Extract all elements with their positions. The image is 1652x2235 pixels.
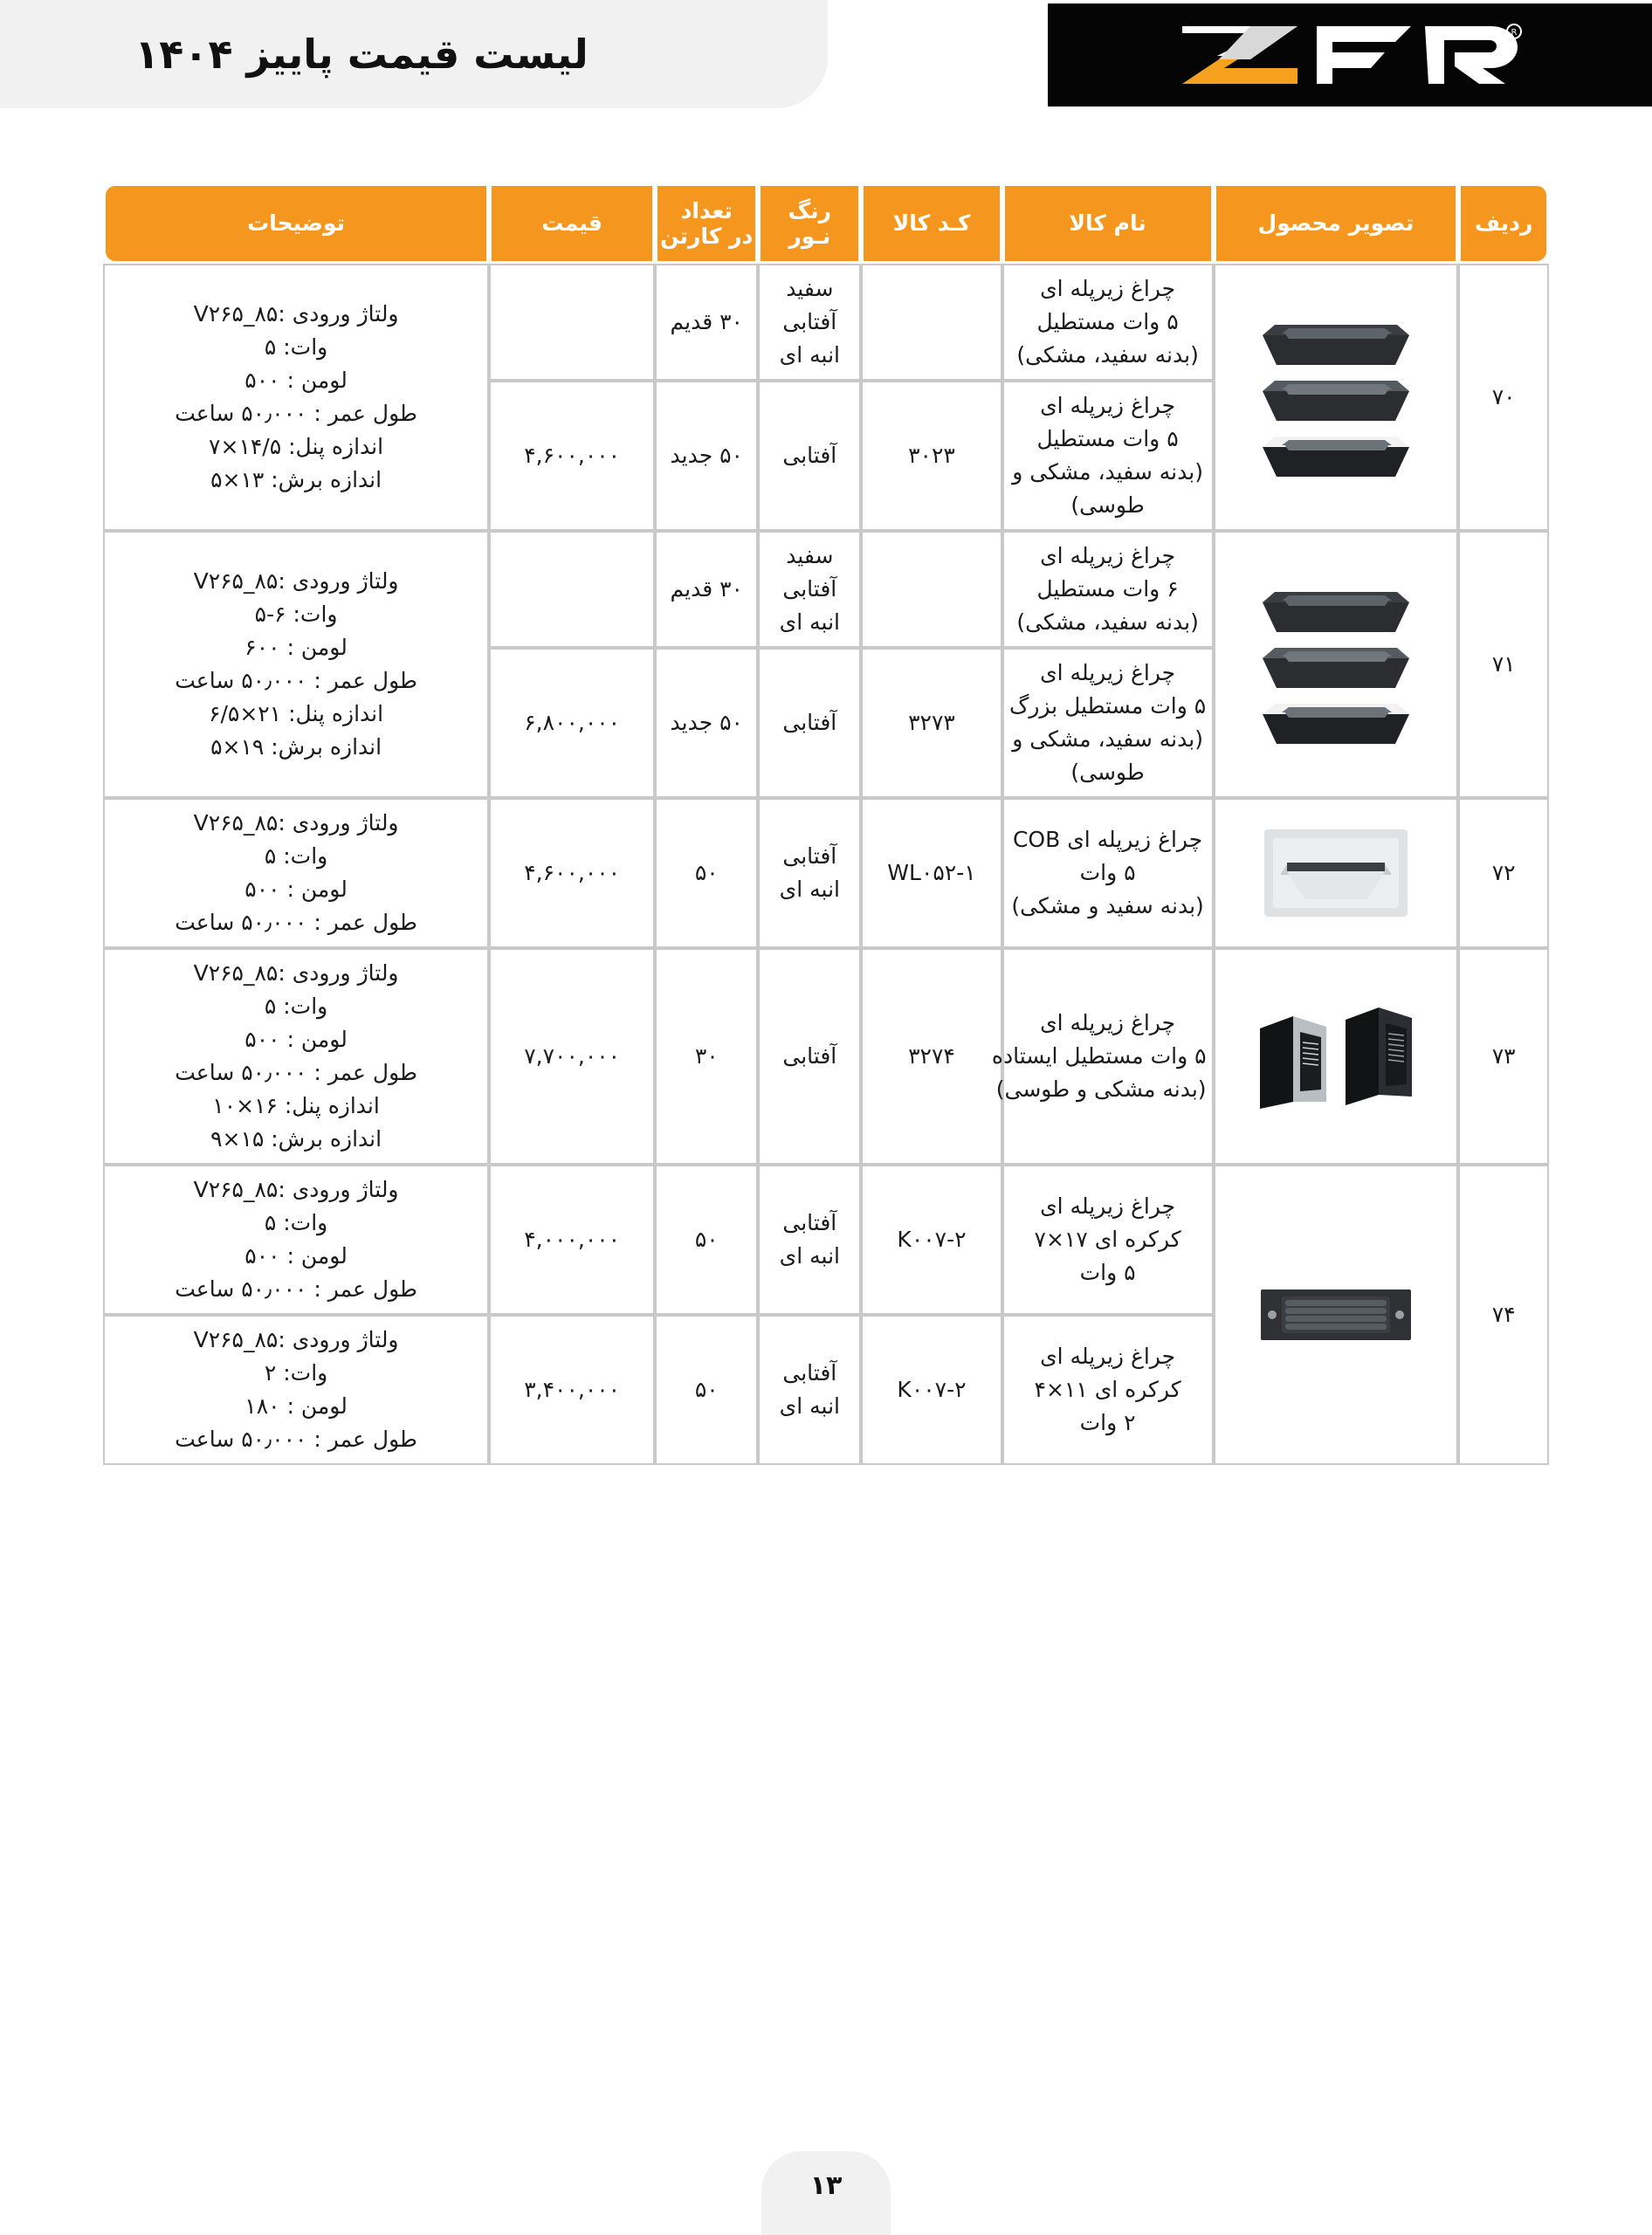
row-number-cell: ۷۰ [1458,264,1549,531]
light-color-line: انبه ای [779,877,840,902]
table-header-row [103,183,1549,264]
louver-faceplate-icon [1259,1286,1413,1344]
product-name-cell [1002,381,1214,531]
product-code-value: ۳۰۲۳ [908,443,955,468]
product-name-line: ۲ وات [1079,1410,1136,1435]
light-color-cell [758,948,861,1165]
product-name-line: ۵ وات [1079,860,1136,885]
col-header-count-line1: تعداد [680,197,733,224]
price-cell: ۴,۰۰۰,۰۰۰ [489,1165,655,1315]
product-name-cell [1002,798,1214,948]
price-cell: ۳,۴۰۰,۰۰۰ [489,1315,655,1465]
product-name-line: (بدنه سفید، مشکی و [1012,726,1203,752]
description-line: طول عمر : ۵۰٫۰۰۰ ساعت [175,910,417,935]
product-image-cell [1214,798,1459,948]
product-name-cell [991,948,1214,1165]
description-line: طول عمر : ۵۰٫۰۰۰ ساعت [175,1060,417,1085]
description-line: وات: ۵ [264,843,328,869]
product-name-line: چراغ زیرپله ای [1040,276,1176,301]
product-name-line: ۵ وات [1079,1260,1136,1285]
carton-count-cell: ۵۰ [655,1315,758,1465]
price-table [103,183,1549,1465]
table-row [103,264,1549,381]
product-image-group [1221,1004,1452,1109]
description-line: لومن : ۵۰۰ [244,1243,348,1269]
table-row [103,1165,1549,1315]
product-code-cell [861,381,1002,531]
col-header-radif: ردیف [1458,183,1549,264]
light-color-cell [758,1315,861,1465]
carton-count-cell: ۳۰ قدیم [655,264,758,381]
description-line: ولتاژ ورودی :V۲۶۵_۸۵ [193,568,399,594]
recessed-rectangular-fixture-icon [1263,639,1409,690]
price-cell: ۷,۷۰۰,۰۰۰ [489,948,655,1165]
product-image-cell [1214,1165,1459,1465]
table-body [103,264,1549,1465]
description-line: وات: ۶-۵ [254,602,338,627]
product-code-value: ۳۲۷۴ [908,1043,955,1069]
price-cell [489,531,655,648]
product-code-cell [861,1165,1002,1315]
product-name-line: چراغ زیرپله ای COB [1012,827,1203,852]
product-name-line: (بدنه سفید، مشکی و [1012,459,1203,485]
light-color-line: انبه ای [779,1243,840,1269]
row-number-cell: ۷۴ [1458,1165,1549,1465]
table-row [103,531,1549,648]
description-line: اندازه برش: ۱۵×۹ [210,1126,382,1152]
row-number-cell: ۷۲ [1458,798,1549,948]
product-name-line: (بدنه سفید و مشکی) [1011,893,1204,918]
carton-count-cell: ۵۰ جدید [655,648,758,798]
col-header-tasvir: تصویر محصول [1214,183,1459,264]
carton-count-cell: ۳۰ [655,948,758,1165]
light-color-cell [758,798,861,948]
carton-count-cell: ۵۰ جدید [655,381,758,531]
product-code-cell [861,1315,1002,1465]
brand-logo-box [1048,3,1652,107]
product-name-cell [1002,531,1214,648]
description-line: طول عمر : ۵۰٫۰۰۰ ساعت [175,668,417,693]
col-header-price: قیمت [489,183,655,264]
carton-count-cell: ۳۰ قدیم [655,531,758,648]
product-code-cell [861,264,1002,381]
col-header-desc: توضیحات [103,183,489,264]
recessed-rectangular-fixture-icon [1263,428,1409,478]
product-image-group [1221,316,1452,478]
light-color-line: آفتابی [782,443,837,468]
product-name-line: چراغ زیرپله ای [1040,393,1176,418]
description-line: طول عمر : ۵۰٫۰۰۰ ساعت [175,401,417,426]
product-name-cell [1002,264,1214,381]
recessed-rectangular-fixture-icon [1263,316,1409,367]
description-line: وات: ۲ [264,1360,328,1386]
light-color-cell [758,648,861,798]
recessed-rectangular-fixture-icon [1263,695,1409,746]
product-name-line: طوسی) [1070,492,1145,518]
page-title: لیست قیمت پاییز ۱۴۰۴ [134,31,589,78]
table-row [103,948,1549,1165]
product-code-value: K۰۰۷-۲ [897,1227,967,1252]
product-name-line: ۶ وات مستطیل [1036,576,1179,602]
light-color-line: انبه ای [779,1393,840,1419]
light-color-line: آفتابی [782,1043,837,1069]
price-cell: ۴,۶۰۰,۰۰۰ [489,798,655,948]
title-pill [0,0,828,108]
description-line: اندازه برش: ۱۹×۵ [210,734,382,760]
light-color-line: آفتابی [782,843,837,869]
product-name-line: چراغ زیرپله ای [1040,1193,1176,1219]
col-header-name: نام کالا [1002,183,1214,264]
light-color-line: انبه ای [779,342,840,368]
product-name-line: ۵ وات مستطیل [1036,426,1179,451]
product-name-line: ۵ وات مستطیل ایستاده [991,1043,1207,1069]
description-line: لومن : ۶۰۰ [244,635,348,660]
description-line: لومن : ۵۰۰ [244,1027,348,1052]
description-line: طول عمر : ۵۰٫۰۰۰ ساعت [175,1427,417,1452]
light-color-line: انبه ای [779,609,840,635]
price-cell [489,264,655,381]
light-color-line: آفتابی [782,1360,837,1386]
description-line: وات: ۵ [264,994,328,1019]
product-name-line: چراغ زیرپله ای [1040,543,1176,568]
white-rectangular-step-light-icon [1261,824,1411,922]
product-code-cell [861,948,1002,1165]
table-row [103,798,1549,948]
product-name-cell [1002,1315,1214,1465]
row-number-cell: ۷۳ [1458,948,1549,1165]
light-color-cell [758,381,861,531]
col-header-code: کـد کالا [861,183,1002,264]
description-line: لومن : ۱۸۰ [244,1393,348,1419]
product-code-value: ۳۲۷۳ [908,710,955,735]
light-color-cell [758,531,861,648]
carton-count-cell: ۵۰ [655,1165,758,1315]
description-line: لومن : ۵۰۰ [244,368,348,393]
page-header [0,0,1652,113]
recessed-rectangular-fixture-icon [1263,583,1409,634]
recessed-rectangular-fixture-icon [1263,372,1409,423]
product-code-cell [861,531,1002,648]
description-cell [103,531,489,798]
description-line: اندازه پنل: ۱۶×۱۰ [212,1093,380,1118]
product-name-cell [1002,1165,1214,1315]
light-color-line: آفتابی [782,576,837,602]
standing-rectangular-fixture-black-icon [1340,1004,1417,1109]
description-cell [103,1165,489,1315]
product-image-cell [1214,531,1459,798]
product-code-value: WL۰۵۲-۱ [887,860,976,885]
description-line: وات: ۵ [264,1210,328,1235]
light-color-line: سفید [786,276,834,301]
product-code-value: K۰۰۷-۲ [897,1377,967,1402]
col-header-color-line1: رنگ [788,197,832,224]
product-name-line: چراغ زیرپله ای [1040,1010,1176,1035]
col-header-count-line2: در کارتن [660,224,754,249]
light-color-cell [758,1165,861,1315]
product-name-cell [1002,648,1214,798]
col-header-color-line2: نـور [788,224,831,249]
description-cell [103,948,489,1165]
description-line: لومن : ۵۰۰ [244,877,348,902]
description-cell [103,798,489,948]
product-name-line: ۵ وات مستطیل [1036,309,1179,334]
col-header-count [655,183,758,264]
col-header-color [758,183,861,264]
product-image-cell [1214,264,1459,531]
product-name-line: چراغ زیرپله ای [1040,1344,1176,1369]
light-color-cell [758,264,861,381]
row-number-cell: ۷۱ [1458,531,1549,798]
description-cell [103,1315,489,1465]
product-name-line: کرکره ای ۱۱×۴ [1034,1377,1181,1402]
description-line: اندازه پنل: ۱۴/۵×۷ [209,434,384,459]
description-line: ولتاژ ورودی :V۲۶۵_۸۵ [193,810,399,836]
product-image-cell [1214,948,1459,1165]
product-name-line: ۵ وات مستطیل بزرگ [1008,693,1207,719]
description-cell [103,264,489,531]
light-color-line: آفتابی [782,309,837,334]
description-line: طول عمر : ۵۰٫۰۰۰ ساعت [175,1276,417,1302]
product-image-group [1221,583,1452,746]
product-name-line: کرکره ای ۱۷×۷ [1034,1227,1181,1252]
light-color-line: آفتابی [782,710,837,735]
product-code-cell [861,648,1002,798]
product-image-group [1221,1286,1452,1344]
description-line: ولتاژ ورودی :V۲۶۵_۸۵ [193,1327,399,1352]
description-line: اندازه پنل: ۲۱×۶/۵ [209,701,384,726]
svg-text:R: R [1511,28,1518,38]
carton-count-cell: ۵۰ [655,798,758,948]
standing-rectangular-fixture-grey-icon [1255,1004,1332,1109]
description-line: وات: ۵ [264,334,328,360]
page-number: ۱۳ [809,2170,843,2201]
light-color-line: سفید [786,543,834,568]
description-line: ولتاژ ورودی :V۲۶۵_۸۵ [193,301,399,327]
page-number-badge [761,2151,891,2235]
description-line: ولتاژ ورودی :V۲۶۵_۸۵ [193,960,399,986]
product-name-line: (بدنه سفید، مشکی) [1016,609,1199,635]
product-name-line: طوسی) [1070,760,1145,785]
price-cell: ۴,۶۰۰,۰۰۰ [489,381,655,531]
product-name-line: (بدنه سفید، مشکی) [1016,342,1199,368]
zfr-logo-icon [1167,17,1533,93]
description-line: ولتاژ ورودی :V۲۶۵_۸۵ [193,1177,399,1202]
product-name-line: (بدنه مشکی و طوسی) [995,1076,1207,1102]
product-image-group [1221,824,1452,922]
description-line: اندازه برش: ۱۳×۵ [210,467,382,492]
product-name-line: چراغ زیرپله ای [1040,660,1176,685]
price-cell: ۶,۸۰۰,۰۰۰ [489,648,655,798]
product-code-cell [861,798,1002,948]
light-color-line: آفتابی [782,1210,837,1235]
price-table-wrapper [103,183,1549,1465]
